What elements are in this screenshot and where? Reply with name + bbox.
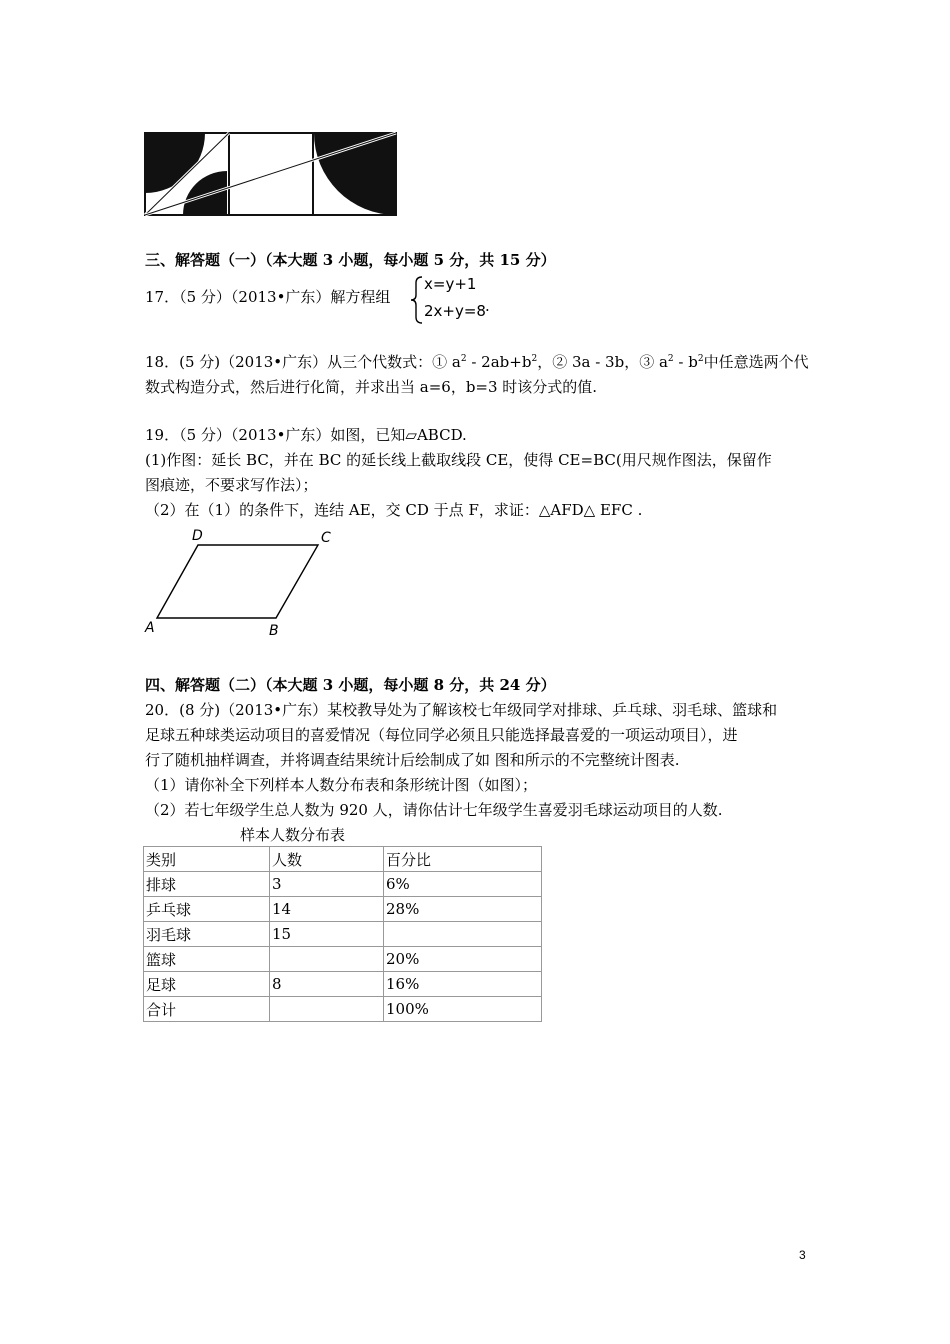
table-row bbox=[144, 972, 542, 997]
section3-heading: 三、解答题（一）（本大题 3 小题，每小题 5 分，共 15 分） bbox=[145, 251, 556, 269]
table-cell: 16% bbox=[384, 972, 542, 997]
table-header: 百分比 bbox=[384, 847, 542, 872]
section4-heading: 四、解答题（二）（本大题 3 小题，每小题 8 分，共 24 分） bbox=[145, 676, 556, 694]
vertex-label-B: B bbox=[269, 623, 279, 639]
equation-brace bbox=[410, 275, 424, 325]
table-row bbox=[144, 947, 542, 972]
q18-part-c: ，② 3a - 3b，③ a bbox=[537, 353, 668, 371]
vertex-label-A: A bbox=[145, 620, 155, 636]
table-cell: 羽毛球 bbox=[144, 922, 270, 947]
table-cell: 100% bbox=[384, 997, 542, 1022]
table-caption: 样本人数分布表 bbox=[240, 826, 346, 844]
q17-text: 17．（5 分）（2013•广东）解方程组 bbox=[145, 288, 391, 306]
q19-line4: （2）在（1）的条件下，连结 AE，交 CD 于点 F，求证：△AFD△ EFC . bbox=[145, 501, 643, 519]
table-cell bbox=[270, 997, 384, 1022]
sample-distribution-table bbox=[143, 846, 542, 1022]
table-header: 人数 bbox=[270, 847, 384, 872]
q20-line5: （2）若七年级学生总人数为 920 人，请你估计七年级学生喜爱羽毛球运动项目的人数. bbox=[145, 801, 723, 819]
q20-line2: 足球五种球类运动项目的喜爱情况（每位同学必须且只能选择最喜爱的一项运动项目），进 bbox=[145, 726, 738, 744]
q17-equation-2: 2x+y=8 bbox=[424, 302, 486, 320]
table-header-row bbox=[144, 847, 542, 872]
q20-line3: 行了随机抽样调查，并将调查结果统计后绘制成了如 图和所示的不完整统计图表. bbox=[145, 751, 680, 769]
q17-equation-1: x=y+1 bbox=[424, 275, 477, 293]
q18-line1 bbox=[145, 352, 809, 372]
table-cell: 15 bbox=[270, 922, 384, 947]
table-cell: 3 bbox=[270, 872, 384, 897]
table-row bbox=[144, 897, 542, 922]
q19-line3: 图痕迹，不要求写作法）； bbox=[145, 476, 318, 494]
q18-exp: 2 bbox=[697, 354, 704, 364]
table-cell: 乒乓球 bbox=[144, 897, 270, 922]
parallelogram-figure bbox=[140, 528, 340, 643]
q18-exp: 2 bbox=[531, 354, 538, 364]
table-cell: 20% bbox=[384, 947, 542, 972]
table-header: 类别 bbox=[144, 847, 270, 872]
table-cell: 足球 bbox=[144, 972, 270, 997]
vertex-label-C: C bbox=[321, 530, 331, 546]
q18-part-a: 18．(5 分)（2013•广东）从三个代数式：① a bbox=[145, 353, 461, 371]
q19-line2: (1)作图：延长 BC，并在 BC 的延长线上截取线段 CE，使得 CE=BC(用尺规作图法，保留作 bbox=[145, 451, 772, 469]
table-cell: 篮球 bbox=[144, 947, 270, 972]
q18-part-b: - 2ab+b bbox=[466, 353, 532, 371]
table-cell: 6% bbox=[384, 872, 542, 897]
q20-line1: 20．(8 分)（2013•广东）某校教导处为了解该校七年级同学对排球、乒乓球、羽毛球、篮球和 bbox=[145, 701, 778, 719]
q17-end: . bbox=[485, 297, 490, 315]
vertex-label-D: D bbox=[192, 528, 203, 544]
table-cell: 14 bbox=[270, 897, 384, 922]
table-cell bbox=[270, 947, 384, 972]
q19-line1: 19．（5 分）（2013•广东）如图，已知▱ABCD. bbox=[145, 426, 467, 444]
table-cell: 8 bbox=[270, 972, 384, 997]
q18-exp: 2 bbox=[667, 354, 674, 364]
table-cell: 合计 bbox=[144, 997, 270, 1022]
table-cell: 28% bbox=[384, 897, 542, 922]
shaded-squares-figure bbox=[143, 131, 399, 218]
q18-line2: 数式构造分式，然后进行化简，并求出当 a=6，b=3 时该分式的值. bbox=[145, 378, 598, 396]
table-cell bbox=[384, 922, 542, 947]
table-row bbox=[144, 922, 542, 947]
q20-line4: （1）请你补全下列样本人数分布表和条形统计图（如图）； bbox=[145, 776, 538, 794]
q18-part-e: 中任意选两个代 bbox=[703, 353, 809, 371]
page-number: 3 bbox=[799, 1248, 806, 1262]
table-cell: 排球 bbox=[144, 872, 270, 897]
q18-exp: 2 bbox=[460, 354, 467, 364]
table-row bbox=[144, 872, 542, 897]
table-row bbox=[144, 997, 542, 1022]
q18-part-d: - b bbox=[673, 353, 698, 371]
